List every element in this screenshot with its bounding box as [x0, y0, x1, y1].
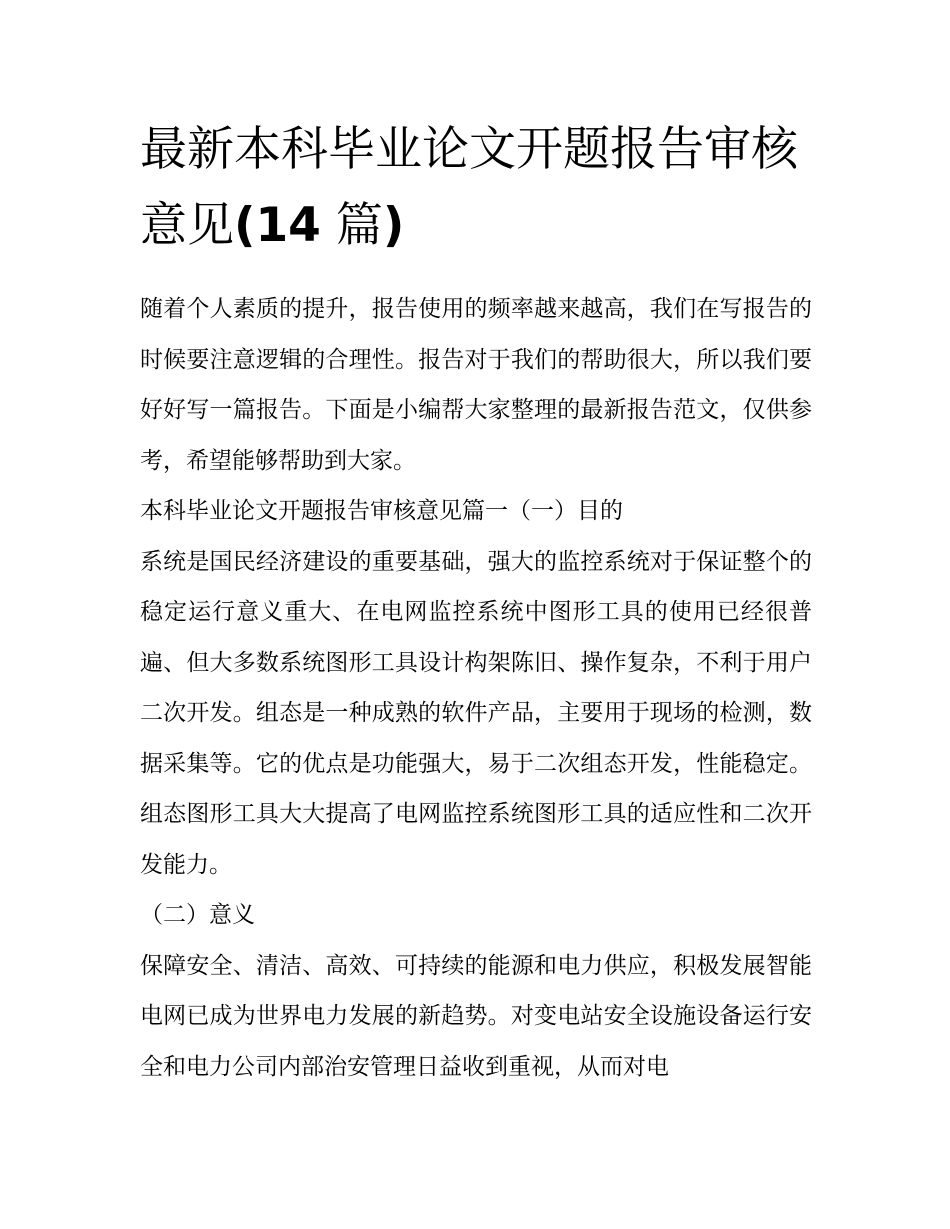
title-text: 最新本科毕业论文开题报告审核意见	[140, 122, 798, 253]
title-close-paren: )	[382, 198, 405, 253]
intro-paragraph: 随着个人素质的提升，报告使用的频率越来越高，我们在写报告的时候要注意逻辑的合理性。报告对于我们的帮助很大，所以我们要好好写一篇报告。下面是小编帮大家整理的最新报告范文，仅供参考，希望能够帮助到大家。	[140, 296, 812, 474]
document-title	[140, 112, 812, 264]
body-paragraph-1: 系统是国民经济建设的重要基础，强大的监控系统对于保证整个的稳定运行意义重大、在电网监控系统中图形工具的使用已经很普遍、但大多数系统图形工具设计构架陈旧、操作复杂，不利于用户二次开发。组态是一种成熟的软件产品，主要用于现场的检测，数据采集等。它的优点是功能强大，易于二次组态开发，性能稳定。组态图形工具大大提高了电网监控系统图形工具的适应性和二次开发能力。	[140, 548, 812, 878]
document-page	[140, 112, 812, 1092]
body-paragraph-2: 保障安全、清洁、高效、可持续的能源和电力供应，积极发展智能电网已成为世界电力发展的新趋势。对变电站安全设施设备运行安全和电力公司内部治安管理日益收到重视，从而对电	[140, 952, 812, 1080]
title-count: (14	[234, 198, 321, 253]
section-heading-2: （二）意义	[140, 902, 255, 928]
title-unit: 篇	[320, 198, 383, 253]
section-heading-1: 本科毕业论文开题报告审核意见篇一（一）目的	[140, 498, 623, 524]
